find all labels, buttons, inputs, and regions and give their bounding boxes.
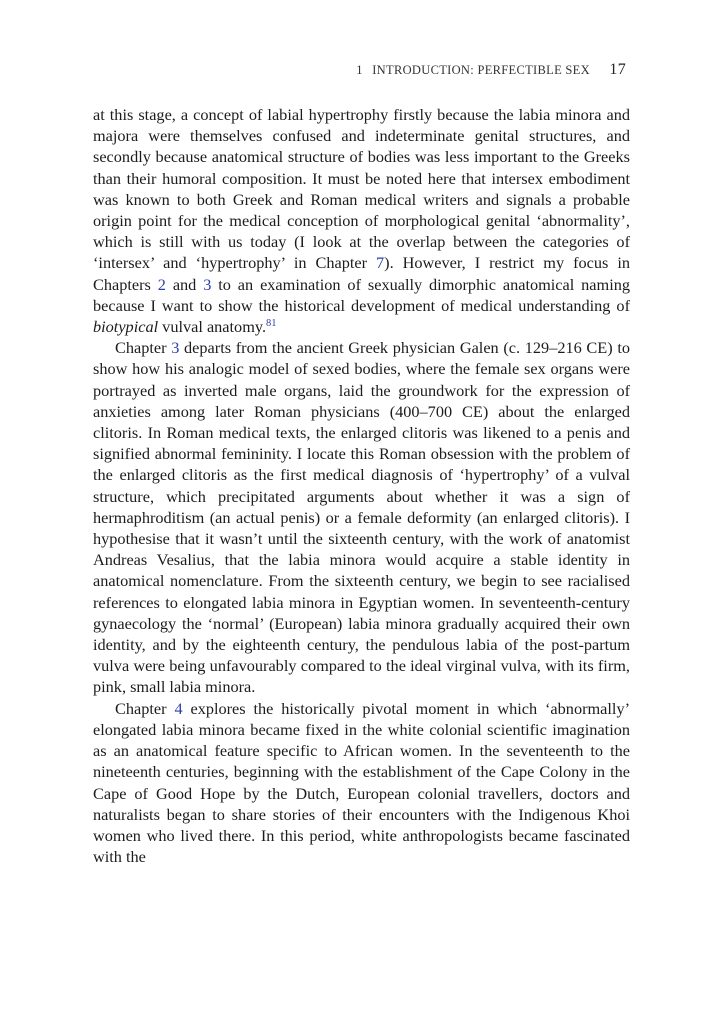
text-run: at this stage, a concept of labial hypertrophy firstly because the labia minora and majora were themselves confused and indeterminate genital structures, and secondly because anatomical structure of bodies was less important to the Greeks than their humoral composition. It must be noted here that intersex embodiment was known to both Greek and Roman medical writers and signals a probable origin point for the medical conception of morphological genital ‘abnormality’, which is still with us today (I look at the overlap between the categories of ‘intersex’ and ‘hypertrophy’ in Chapter (93, 105, 630, 273)
chapter-title: INTRODUCTION: PERFECTIBLE SEX (372, 63, 590, 77)
emphasis: biotypical (93, 317, 159, 337)
chapter-link[interactable]: 4 (174, 698, 183, 718)
text-run: ). However, I restrict my focus in Chapters (93, 253, 630, 294)
page-number: 17 (609, 61, 626, 78)
text-run: explores the historically pivotal moment in which ‘abnormally’ elongated labia minora became fixed in the white colonial scientific imagination as an anatomical feature specific to African women. In the seventeenth to the nineteenth centuries, beginning with the establishment of the Cape Colony in the Cape of Good Hope by the Dutch, European colonial travellers, doctors and naturalists began to share stories of their encounters with the Indigenous Khoi women who lived there. In this period, white anthropologists became fascinated with the (93, 698, 631, 867)
text-run: to an examination of sexually dimorphic anatomical naming because I want to show the historical development of medical understanding of (93, 274, 630, 315)
footnote-ref[interactable]: 81 (266, 318, 277, 330)
text-run: departs from the ancient Greek physician Galen (c. 129–216 CE) to show how his analogic model of sexed bodies, where the female sex organs were portrayed as inverted male organs, laid the groundwork for the expression of anxieties among later Roman physicians (400–700 CE) about the enlarged clitoris. In Roman medical texts, the enlarged clitoris was likened to a penis and signified abnormal femininity. I locate this Roman obsession with the problem of the enlarged clitoris as the first medical diagnosis of ‘hypertrophy’ of a vulval structure, which precipitated arguments about whether it was a sign of hermaphroditism (an actual penis) or a female deformity (an enlarged clitoris). I hypothesise that it wasn’t until the sixteenth century, with the work of anatomist Andreas Vesalius, that the labia minora would acquire a stable identity in anatomical nomenclature. From the sixteenth century, we begin to see racialised references to elongated labia minora in Egyptian women. In seventeenth-century gynaecology the ‘normal’ (European) labia minora gradually acquired their own identity, and by the eighteenth century, the pendulous labia of the post-partum vulva were being unfavourably compared to the ideal virginal vulva, with its firm, pink, small labia minora. (93, 338, 630, 697)
paragraph (93, 337, 630, 697)
chapter-link[interactable]: 3 (171, 338, 180, 358)
body-text (93, 104, 630, 867)
paragraph (93, 698, 630, 868)
text-run: vulval anatomy. (158, 317, 267, 337)
running-head (356, 61, 626, 79)
chapter-link[interactable]: 3 (203, 274, 212, 294)
text-run: Chapter (115, 338, 172, 358)
paragraph (93, 104, 630, 337)
chapter-link[interactable]: 2 (157, 274, 166, 294)
text-run: and (165, 274, 204, 294)
chapter-number: 1 (356, 63, 363, 77)
text-run: Chapter (115, 698, 175, 718)
chapter-link[interactable]: 7 (376, 253, 385, 273)
